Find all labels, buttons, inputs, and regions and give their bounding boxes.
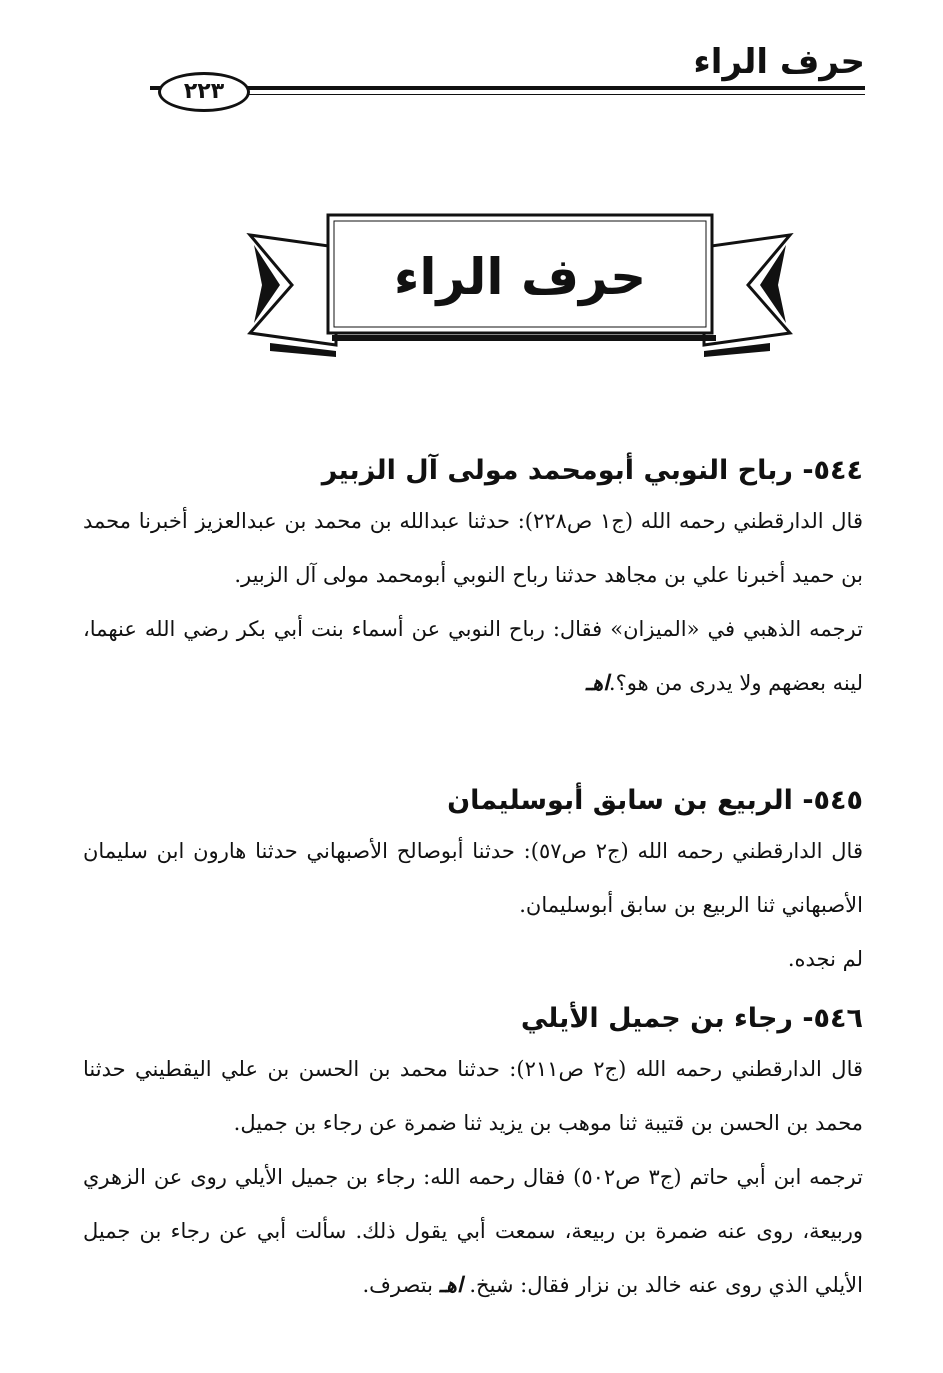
entry-544: [83, 455, 863, 710]
banner-title: حرف الراء: [393, 248, 647, 306]
entry-heading: ٥٤٤- رباح النوبي أبومحمد مولى آل الزبير: [321, 455, 863, 486]
entry-paragraph: لم نجده.: [787, 947, 863, 971]
header-chapter-name: حرف الراء: [693, 42, 865, 82]
chapter-banner: [240, 205, 800, 365]
entry-paragraph: [83, 1150, 863, 1312]
header-rule-thin: [240, 94, 865, 95]
entry-paragraph-text: ترجمه الذهبي في «الميزان» فقال: رباح النوبي عن أسماء بنت أبي بكر رضي الله عنهما، لينه بعضهم ولا يدرى من هو؟.: [83, 617, 863, 695]
entry-paragraph-text: ترجمه ابن أبي حاتم (ج٣ ص٥٠٢) فقال رحمه الله: رجاء بن جميل الأيلي روى عن الزهري وربيعة، روى عنه ضمرة بن ربيعة، سمعت أبي يقول ذلك. سألت أبي عن رجاء بن جميل الأيلي الذي روى عنه خالد بن نزار فقال: شيخ.: [83, 1165, 863, 1297]
entry-paragraph: قال الدارقطني رحمه الله (ج٢ ص٢١١): حدثنا محمد بن الحسن بن علي اليقطيني حدثنا محمد بن الحسن بن قتيبة ثنا موهب بن يزيد ثنا ضمرة عن رجاء بن جميل.: [83, 1057, 864, 1135]
entry-545: [83, 785, 863, 986]
end-tail: بتصرف.: [362, 1273, 440, 1297]
entry-546: [83, 1003, 863, 1312]
end-mark: اهـ: [439, 1272, 463, 1297]
running-header: [150, 36, 865, 106]
entry-paragraph: [83, 602, 863, 710]
page-number: ٢٢٣: [158, 72, 250, 112]
entry-paragraph: قال الدارقطني رحمه الله (ج٢ ص٥٧): حدثنا أبوصالح الأصبهاني حدثنا هارون ابن سليمان الأصبهاني ثنا الربيع بن سابق أبوسليمان.: [83, 839, 863, 917]
entry-heading: ٥٤٦- رجاء بن جميل الأيلي: [520, 1003, 863, 1034]
entry-heading: ٥٤٥- الربيع بن سابق أبوسليمان: [447, 785, 863, 816]
end-mark: اهـ: [585, 670, 609, 695]
header-rule-thick: [240, 86, 865, 90]
entry-paragraph: قال الدارقطني رحمه الله (ج١ ص٢٢٨): حدثنا عبدالله بن محمد بن عبدالعزيز أخبرنا محمد بن حميد أخبرنا علي بن مجاهد حدثنا رباح النوبي أبومحمد مولى آل الزبير.: [83, 509, 863, 587]
